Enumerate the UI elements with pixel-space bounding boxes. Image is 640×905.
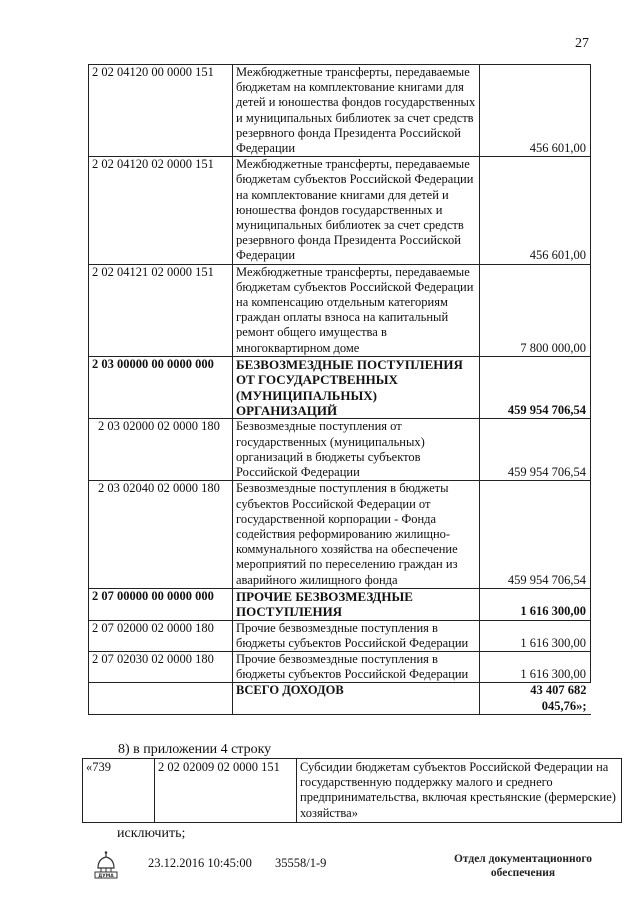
total-label: ВСЕГО ДОХОДОВ xyxy=(233,683,480,714)
row-name: Межбюджетные трансферты, передаваемые бюджетам субъектов Российской Федерации на комплектование книгами для детей и юношества фондов государственных и муниципальных библиотек за счет средств резервного фонда Президента Российской Федерации xyxy=(233,157,480,264)
row-name: БЕЗВОЗМЕЗДНЫЕ ПОСТУПЛЕНИЯ ОТ ГОСУДАРСТВЕННЫХ (МУНИЦИПАЛЬНЫХ) ОРГАНИЗАЦИЙ xyxy=(233,356,480,419)
row-amount: 456 601,00 xyxy=(480,157,591,264)
income-table xyxy=(88,64,591,715)
row-name: Межбюджетные трансферты, передаваемые бюджетам субъектов Российской Федерации на компенсацию отдельным категориям граждан оплаты взноса на капитальный ремонт общего имущества в многоквартирном доме xyxy=(233,264,480,356)
row-name: Безвозмездные поступления в бюджеты субъектов Российской Федерации от государственной корпорации - Фонда содействия реформированию жилищно-коммунального хозяйства на обеспечение мероприятий по переселению граждан из аварийного жилищного фонда xyxy=(233,481,480,588)
table-row xyxy=(89,356,591,419)
row-code: 2 02 04120 02 0000 151 xyxy=(89,157,233,264)
row-code: 2 02 04120 00 0000 151 xyxy=(89,65,233,157)
row-code: 2 07 00000 00 0000 000 xyxy=(89,588,233,620)
department-line-2: обеспечения xyxy=(490,867,556,879)
row-code: 2 03 02040 02 0000 180 xyxy=(89,481,233,588)
table-row xyxy=(89,651,591,682)
row-code: 2 03 00000 00 0000 000 xyxy=(89,356,233,419)
amendment-code: 2 02 02009 02 0000 151 xyxy=(155,759,297,823)
footer-department xyxy=(448,852,598,880)
total-amount: 43 407 682 045,76»; xyxy=(480,683,591,714)
table-row xyxy=(83,759,622,823)
row-amount: 7 800 000,00 xyxy=(480,264,591,356)
row-code: 2 07 02000 02 0000 180 xyxy=(89,620,233,651)
row-amount: 459 954 706,54 xyxy=(480,419,591,481)
row-name: ПРОЧИЕ БЕЗВОЗМЕЗДНЫЕ ПОСТУПЛЕНИЯ xyxy=(233,588,480,620)
total-row xyxy=(89,683,591,714)
row-amount: 456 601,00 xyxy=(480,65,591,157)
logo-text: ДУМА xyxy=(98,874,114,879)
amendment-heading: 8) в приложении 4 строку xyxy=(118,742,272,757)
duma-logo-icon xyxy=(92,850,120,880)
amendment-name: Субсидии бюджетам субъектов Российской Федерации на государственную поддержку малого и среднего предпринимательства, включая крестьянские (фермерские) хозяйства» xyxy=(297,759,622,823)
row-amount: 459 954 706,54 xyxy=(480,481,591,588)
table-row xyxy=(89,419,591,481)
table-row xyxy=(89,157,591,264)
amendment-number: «739 xyxy=(83,759,155,823)
table-row xyxy=(89,264,591,356)
row-name: Безвозмездные поступления от государственных (муниципальных) организаций в бюджеты субъектов Российской Федерации xyxy=(233,419,480,481)
total-code-cell xyxy=(89,683,233,714)
table-row xyxy=(89,65,591,157)
row-code: 2 02 04121 02 0000 151 xyxy=(89,264,233,356)
row-name: Межбюджетные трансферты, передаваемые бюджетам на комплектование книгами для детей и юношества фондов государственных и муниципальных библиотек за счет средств резервного фонда Президента Российской Федерации xyxy=(233,65,480,157)
row-amount: 1 616 300,00 xyxy=(480,651,591,682)
row-amount: 1 616 300,00 xyxy=(480,588,591,620)
table-row xyxy=(89,481,591,588)
page-number: 27 xyxy=(575,36,589,51)
row-amount: 459 954 706,54 xyxy=(480,356,591,419)
row-name: Прочие безвозмездные поступления в бюджеты субъектов Российской Федерации xyxy=(233,620,480,651)
row-code: 2 07 02030 02 0000 180 xyxy=(89,651,233,682)
footer-doc-number: 35558/1-9 xyxy=(275,856,327,870)
table-row xyxy=(89,620,591,651)
table-row xyxy=(89,588,591,620)
row-amount: 1 616 300,00 xyxy=(480,620,591,651)
amendment-table xyxy=(82,758,622,823)
department-line-1: Отдел документационного xyxy=(453,853,593,865)
row-code: 2 03 02000 02 0000 180 xyxy=(89,419,233,481)
row-name: Прочие безвозмездные поступления в бюджеты субъектов Российской Федерации xyxy=(233,651,480,682)
footer-date: 23.12.2016 10:45:00 xyxy=(148,856,252,870)
exclude-text: исключить; xyxy=(117,826,186,841)
